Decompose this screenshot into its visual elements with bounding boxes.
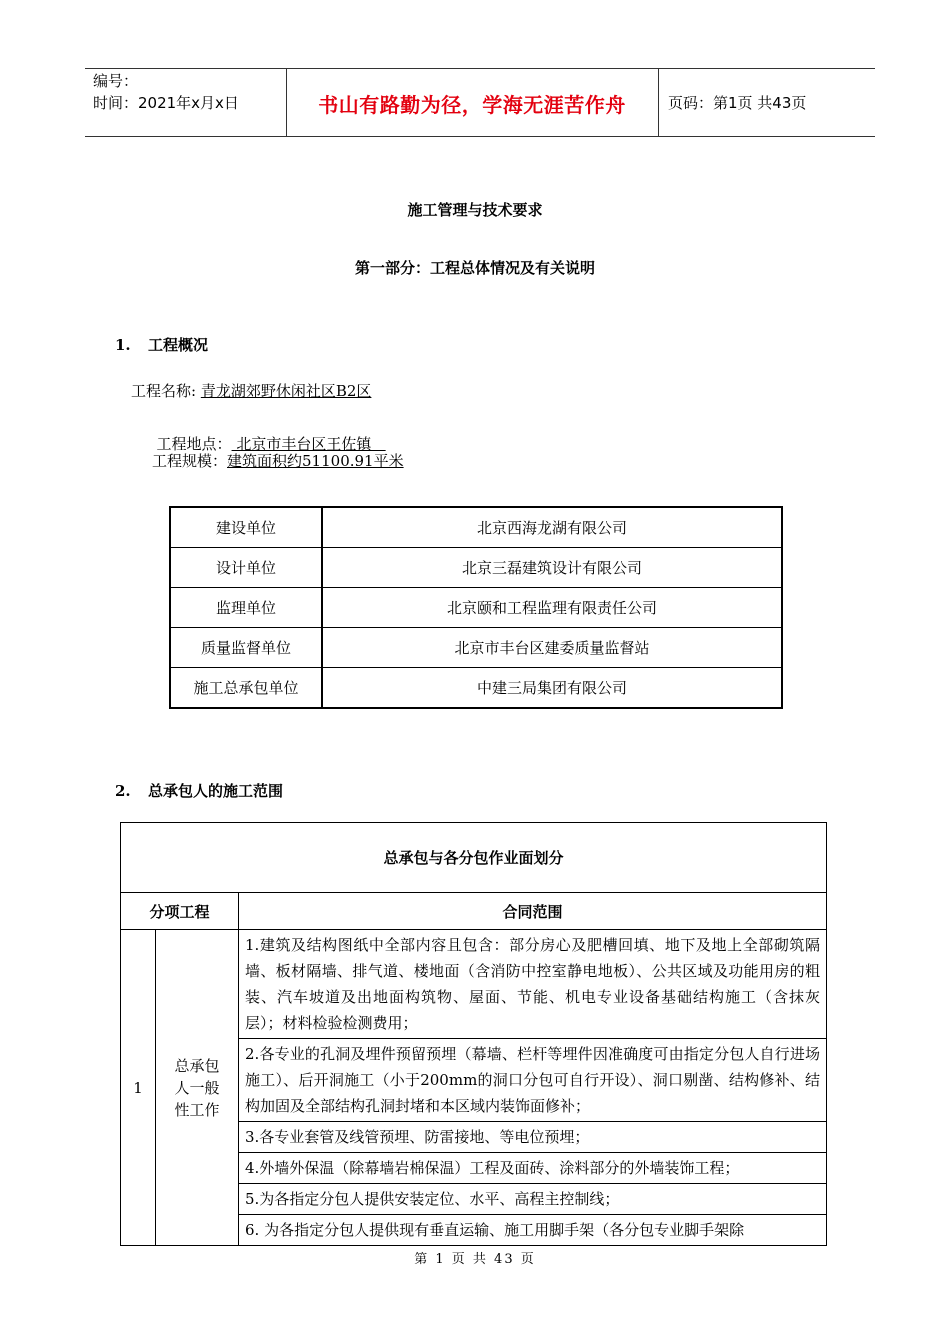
table-header-row — [121, 893, 827, 930]
header-meta — [93, 70, 239, 114]
scope-item: 4.外墙外保温（除幕墙岩棉保温）工程及面砖、涂料部分的外墙装饰工程； — [239, 1153, 827, 1184]
table-row — [170, 548, 782, 588]
row-category — [156, 930, 239, 1246]
project-scale-row — [152, 450, 404, 471]
table-row — [170, 628, 782, 668]
project-location-label: 工程地点： — [156, 435, 232, 453]
project-name-label: 工程名称: — [131, 382, 201, 400]
scope-item: 1.建筑及结构图纸中全部内容且包含：部分房心及肥槽回填、地下及地上全部砌筑隔墙、板材隔墙、排气道、楼地面（含消防中控室静电地板）、公共区域及功能用房的粗装、汽车坡道及出地面构筑物、屋面、节能、机电专业设备基础结构施工（含抹灰层）；材料检验检测费用； — [239, 930, 827, 1039]
unit-company: 北京三磊建筑设计有限公司 — [322, 548, 782, 588]
section-1-heading — [115, 334, 208, 355]
section-2-heading — [115, 780, 283, 801]
section-1-title: 工程概况 — [148, 336, 209, 354]
document-number: 编号： — [93, 72, 139, 90]
table-row — [170, 588, 782, 628]
section-2-number: 2. — [115, 782, 131, 800]
project-location-value: 北京市丰台区王佐镇 — [231, 435, 386, 453]
part-title: 第一部分：工程总体情况及有关说明 — [354, 259, 595, 277]
unit-role: 监理单位 — [170, 588, 322, 628]
unit-company: 中建三局集团有限公司 — [322, 668, 782, 709]
table-row — [170, 668, 782, 709]
table-row — [121, 930, 827, 1039]
section-1-number: 1. — [115, 336, 131, 354]
scope-item: 6. 为各指定分包人提供现有垂直运输、施工用脚手架（各分包专业脚手架除 — [239, 1215, 827, 1246]
document-title: 施工管理与技术要求 — [407, 201, 543, 219]
project-name-value: 青龙湖郊野休闲社区B2区 — [200, 382, 372, 400]
row-index: 1 — [121, 930, 156, 1246]
project-units-table — [169, 506, 783, 709]
header-page-number: 页码：第1页 共43页 — [668, 94, 807, 112]
unit-company: 北京颐和工程监理有限责任公司 — [322, 588, 782, 628]
table-caption: 总承包与各分包作业面划分 — [121, 823, 827, 893]
project-location-row — [147, 415, 386, 454]
section-2-title: 总承包人的施工范围 — [148, 782, 284, 800]
scope-item: 2.各专业的孔洞及埋件预留预埋（幕墙、栏杆等埋件因准确度可由指定分包人自行进场施工）、后开洞施工（小于200mm的洞口分包可自行开设）、洞口剔凿、结构修补、结构加固及全部结构孔洞封堵和本区域内装饰面修补； — [239, 1039, 827, 1122]
header-top-rule — [85, 68, 875, 69]
project-scale-label: 工程规模： — [152, 452, 228, 470]
unit-company: 北京西海龙湖有限公司 — [322, 507, 782, 548]
scope-division-table — [120, 822, 827, 1246]
column-header-item: 分项工程 — [121, 893, 239, 930]
document-date: 时间：2021年x月x日 — [93, 94, 239, 112]
footer-page-number: 第 1 页 共 43 页 — [414, 1252, 536, 1267]
unit-company: 北京市丰台区建委质量监督站 — [322, 628, 782, 668]
unit-role: 质量监督单位 — [170, 628, 322, 668]
table-row — [170, 507, 782, 548]
header-bottom-rule — [85, 136, 875, 137]
unit-role: 建设单位 — [170, 507, 322, 548]
project-name-row — [131, 380, 371, 401]
header-divider-right — [658, 68, 659, 136]
column-header-scope: 合同范围 — [239, 893, 827, 930]
unit-role: 设计单位 — [170, 548, 322, 588]
table-caption-row — [121, 823, 827, 893]
scope-item: 3.各专业套管及线管预埋、防雷接地、等电位预埋； — [239, 1122, 827, 1153]
row-category-text: 总承包人一般性工作 — [174, 1056, 220, 1119]
header-motto: 书山有路勤为径，学海无涯苦作舟 — [318, 93, 626, 117]
unit-role: 施工总承包单位 — [170, 668, 322, 709]
project-scale-value: 建筑面积约51100.91平米 — [227, 452, 404, 470]
scope-item: 5.为各指定分包人提供安装定位、水平、高程主控制线； — [239, 1184, 827, 1215]
